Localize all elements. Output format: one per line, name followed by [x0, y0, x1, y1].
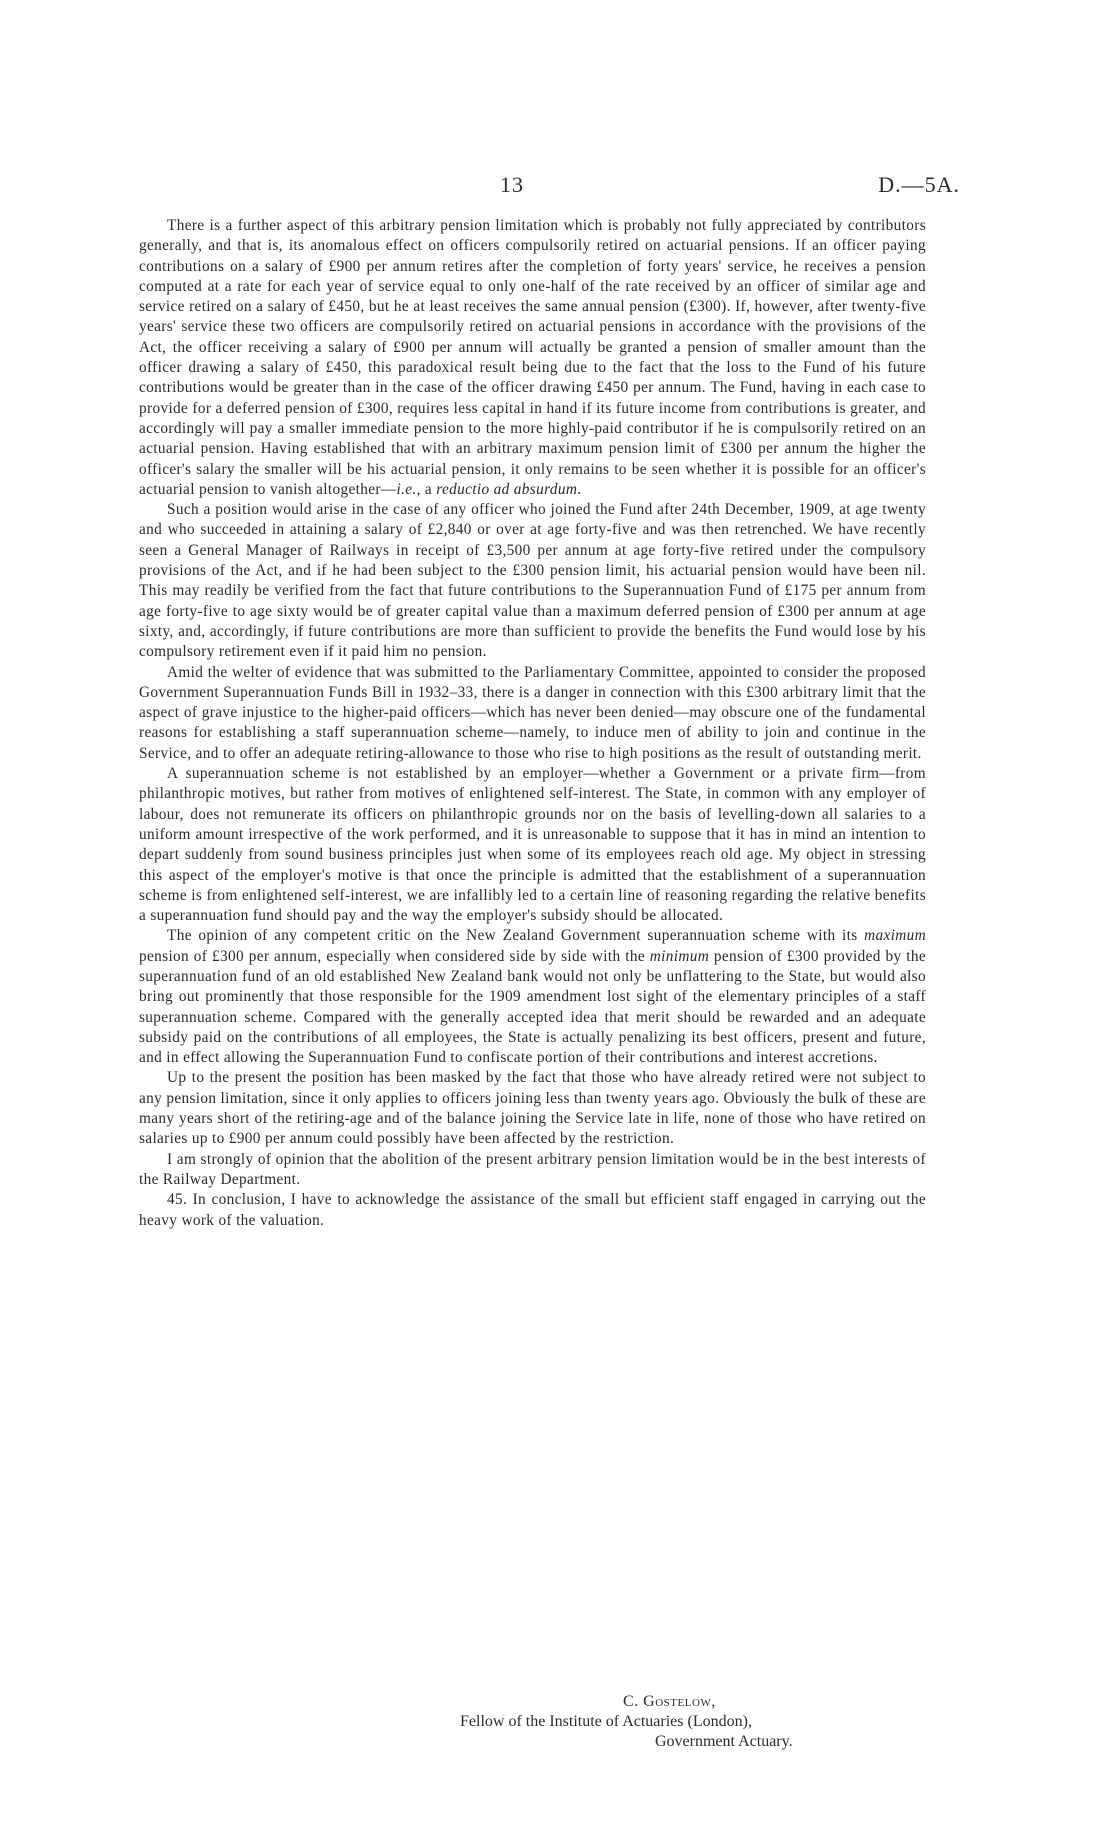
body-text [139, 216, 926, 1231]
paragraph-pension-anomaly [139, 216, 926, 500]
paragraph-parliamentary-committee: Amid the welter of evidence that was submitted to the Parliamentary Committee, appointed to consider the proposed Government Superannuation Funds Bill in 1932–33, there is a danger in connection with this £300 arbitrary limit that the aspect of grave injustice to the higher-paid officers—which has never been denied—may obscure one of the fundamental reasons for establishing a staff superannuation scheme—namely, to induce men of ability to join and continue in the Service, and to offer an adequate retiring-allowance to those who rise to high positions as the result of outstanding merit. [139, 663, 926, 762]
document-reference: D.—5A. [878, 172, 960, 197]
paragraph-text: pension of £300 provided by the superannuation fund of an old established New Zealand bank would not only be unflattering to the State, but would also bring out prominently that those responsible for the 1909 amendment lost sight of the elementary principles of a staff superannuation scheme. Compared with the generally accepted idea that merit should be rewarded and an adequate subsidy paid on the contributions of all employees, the State is actually penalizing its best officers, present and future, and in effect allowing the Superannuation Fund to confiscate portion of their contributions and interest accretions. [139, 947, 926, 1067]
paragraph-position-masked: Up to the present the position has been masked by the fact that those who have already retired were not subject to any pension limitation, since it only applies to officers joining less than twenty years ago. Obviously the bulk of these are many years short of the retiring-age and of the balance joining the Service late in life, none of those who have retired on salaries up to £900 per annum could possibly have been affected by the restriction. [139, 1069, 926, 1148]
paragraph-text: pension of £300 per annum, especially when considered side by side with the [139, 947, 650, 965]
page-number: 13 [500, 172, 524, 197]
paragraph-employer-motive: A superannuation scheme is not established by an employer—whether a Government or a private firm—from philanthropic motives, but rather from motives of enlightened self-interest. The State, in common with any employer of labour, does not remunerate its officers on philanthropic grounds nor on the basis of levelling-down all salaries to a uniform amount irrespective of the work performed, and it is unreasonable to suppose that it has in mind an intention to depart suddenly from sound business principles just when some of its employees reach old age. My object in stressing this aspect of the employer's motive is that once the principle is admitted that the establishment of a superannuation scheme is from enlightened self-interest, we are infallibly led to a certain line of reasoning regarding the relative benefits a superannuation fund should pay and the way the employer's subsidy should be allocated. [139, 765, 926, 925]
italic-text: maximum [864, 927, 926, 945]
italic-text: minimum [649, 947, 710, 965]
paragraph-retrenchment-example: Such a position would arise in the case of any officer who joined the Fund after 24th December, 1909, at age twenty and who succeeded in attaining a salary of £2,840 or over at age forty-five and was then retrenched. We have recently seen a General Manager of Railways in receipt of £3,500 per annum at age forty-five retired under the compulsory provisions of the Act, and if he had been subject to the £300 pension limit, his actuarial pension would have been nil. This may readily be verified from the fact that future contributions to the Superannuation Fund of £175 per annum from age forty-five to age sixty would be of greater capital value than a maximum deferred pension of £300 per annum at age sixty, and, accordingly, if future contributions are more than sufficient to provide the benefits the Fund would lose by his compulsory retirement even if it paid him no pension. [139, 501, 926, 661]
signatory-position: Government Actuary. [655, 1733, 793, 1750]
italic-text: reductio ad absurdum [436, 480, 578, 498]
paragraph-bank-comparison [139, 926, 926, 1068]
paragraph-text: . [577, 480, 582, 498]
paragraph-opinion: I am strongly of opinion that the abolition of the present arbitrary pension limitation would be in the best interests of the Railway Department. [139, 1150, 926, 1188]
paragraph-text: There is a further aspect of this arbitrary pension limitation which is probably not fully appreciated by contributors generally, and that is, its anomalous effect on officers compulsorily retired on actuarial pensions. If an officer paying contributions on a salary of £900 per annum retires after the completion of forty years' service, he receives a pension computed at a rate for each year of service equal to only one-half of the rate received by an officer of similar age and service retired on a salary of £450, but he at least receives the same annual pension (£300). If, however, after twenty-five years' service these two officers are compulsorily retired on actuarial pensions in accordance with the provisions of the Act, the officer receiving a salary of £900 per annum will actually be granted a pension of smaller amount than the officer drawing a salary of £450, this paradoxical result being due to the fact that the loss to the Fund of his future contributions would be greater than in the case of the officer drawing £450 per annum. The Fund, having in each case to provide for a deferred pension of £300, requires less capital in hand if its future income from contributions is greater, and accordingly will pay a smaller immediate pension to the more highly-paid contributor if he is compulsorily retired on an actuarial pension. Having established that with an arbitrary maximum pension limit of £300 per annum the higher the officer's salary the smaller will be his actuarial pension, it only remains to be seen whether it is possible for an officer's actuarial pension to vanish altogether— [139, 217, 926, 498]
signature-block [460, 1692, 900, 1752]
paragraph-text: The opinion of any competent critic on the New Zealand Government superannuation scheme with its [167, 927, 865, 945]
paragraph-conclusion: 45. In conclusion, I have to acknowledge the assistance of the small but efficient staff engaged in carrying out the heavy work of the valuation. [139, 1191, 926, 1229]
paragraph-text: , a [416, 480, 437, 498]
signatory-name: C. Gostelow, [623, 1693, 716, 1710]
italic-text: i.e. [396, 480, 417, 498]
signatory-title: Fellow of the Institute of Actuaries (London), [460, 1713, 752, 1730]
